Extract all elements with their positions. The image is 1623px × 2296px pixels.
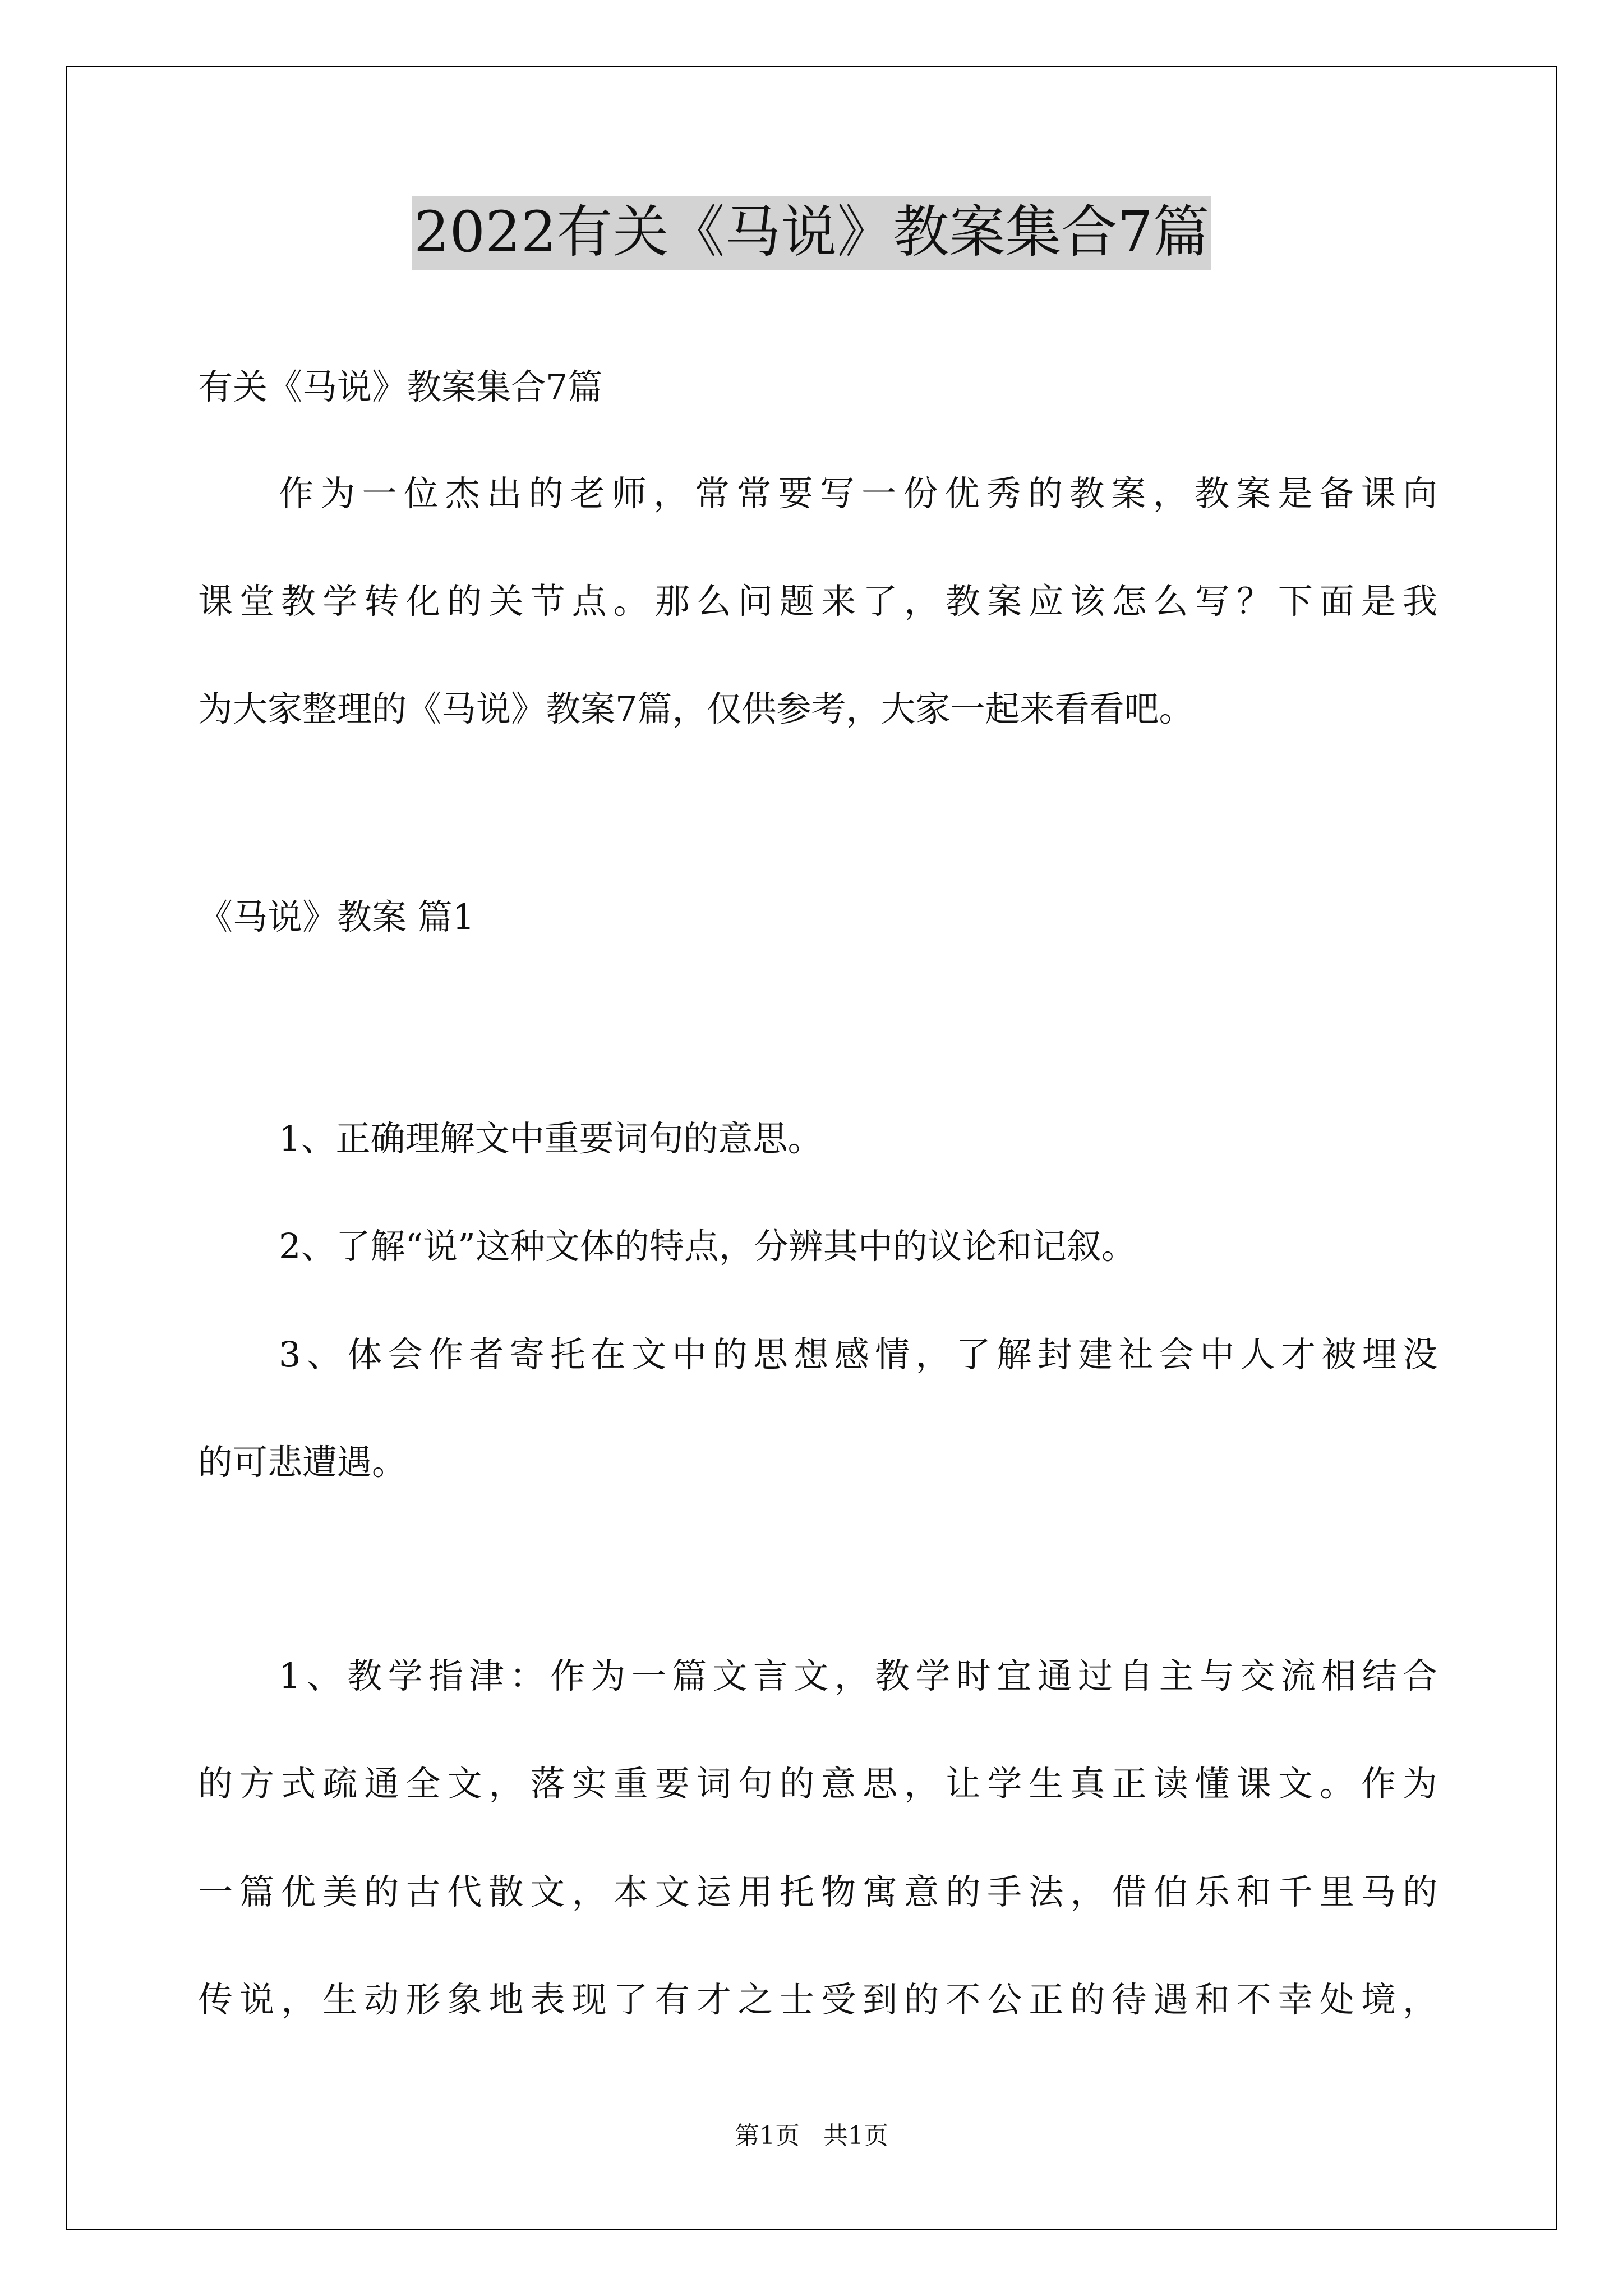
document-title: 2022有关《马说》教案集合7篇 <box>412 196 1211 270</box>
intro-line: 课堂教学转化的关节点。那么问题来了，教案应该怎么写？下面是我 <box>198 581 1437 622</box>
guidance-line: 传说，生动形象地表现了有才之士受到的不公正的待遇和不幸处境， <box>198 1979 1437 2020</box>
guidance-line: 一篇优美的古代散文，本文运用托物寓意的手法，借伯乐和千里马的 <box>198 1871 1437 1912</box>
objective-line: 3、体会作者寄托在文中的思想感情，了解封建社会中人才被埋没 <box>279 1334 1437 1375</box>
intro-line: 作为一位杰出的老师，常常要写一份优秀的教案，教案是备课向 <box>279 473 1437 514</box>
title-container <box>0 196 1623 270</box>
guidance-line: 的方式疏通全文，落实重要词句的意思，让学生真正读懂课文。作为 <box>198 1763 1437 1804</box>
section-heading: 《马说》教案 篇1 <box>198 896 475 937</box>
intro-line: 为大家整理的《马说》教案7篇，仅供参考，大家一起来看看吧。 <box>198 688 1194 729</box>
guidance-line: 1、教学指津：作为一篇文言文，教学时宜通过自主与交流相结合 <box>279 1655 1437 1696</box>
document-subtitle: 有关《马说》教案集合7篇 <box>198 366 603 407</box>
objective-line: 1、正确理解文中重要词句的意思。 <box>279 1118 823 1159</box>
objective-line: 的可悲遭遇。 <box>198 1442 407 1483</box>
page-footer: 第1页 共1页 <box>735 2122 888 2150</box>
objective-line: 2、了解“说”这种文体的特点，分辨其中的议论和记叙。 <box>279 1226 1136 1267</box>
